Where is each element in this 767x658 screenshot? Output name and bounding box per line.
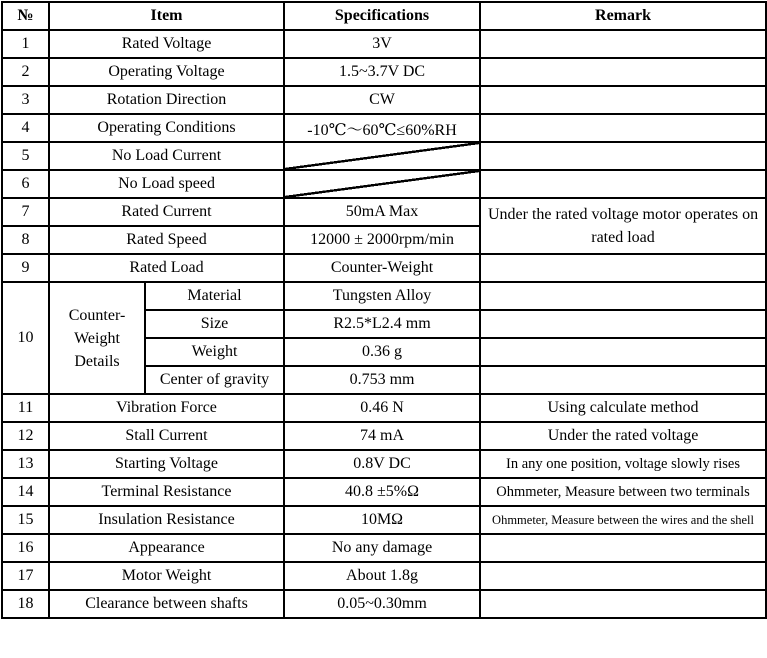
item-cell: Terminal Resistance (49, 478, 284, 506)
remark-cell: Using calculate method (480, 394, 766, 422)
row-number: 12 (2, 422, 49, 450)
table-row (2, 478, 766, 506)
row-number: 18 (2, 590, 49, 618)
item-cell: Rotation Direction (49, 86, 284, 114)
row-number: 4 (2, 114, 49, 142)
remark-cell: In any one position, voltage slowly rises (480, 450, 766, 478)
row-number: 15 (2, 506, 49, 534)
item-cell: Rated Load (49, 254, 284, 282)
header-no: № (2, 2, 49, 30)
remark-cell-merged: Under the rated voltage motor operates on rated load (480, 198, 766, 254)
counterweight-sub-label: Center of gravity (145, 366, 284, 394)
remark-cell (480, 86, 766, 114)
spec-cell: About 1.8g (284, 562, 480, 590)
item-cell: Rated Voltage (49, 30, 284, 58)
counterweight-sub-label: Weight (145, 338, 284, 366)
table-row (2, 590, 766, 618)
remark-cell: Under the rated voltage (480, 422, 766, 450)
item-cell: Appearance (49, 534, 284, 562)
remark-cell (480, 30, 766, 58)
header-specifications: Specifications (284, 2, 480, 30)
spec-cell: 0.46 N (284, 394, 480, 422)
remark-cell (480, 114, 766, 142)
spec-cell: 0.753 mm (284, 366, 480, 394)
header-remark: Remark (480, 2, 766, 30)
spec-cell: -10℃～60℃≤60%RH (284, 114, 480, 142)
item-cell: Operating Conditions (49, 114, 284, 142)
spec-cell: 3V (284, 30, 480, 58)
row-number: 8 (2, 226, 49, 254)
spec-cell: 12000 ± 2000rpm/min (284, 226, 480, 254)
remark-cell (480, 282, 766, 310)
remark-cell (480, 366, 766, 394)
remark-cell (480, 58, 766, 86)
remark-cell (480, 170, 766, 198)
spec-cell: 1.5~3.7V DC (284, 58, 480, 86)
table-row (2, 30, 766, 58)
spec-cell: Tungsten Alloy (284, 282, 480, 310)
item-cell: Starting Voltage (49, 450, 284, 478)
spec-cell: 74 mA (284, 422, 480, 450)
spec-cell: 0.05~0.30mm (284, 590, 480, 618)
spec-cell: 10MΩ (284, 506, 480, 534)
remark-cell: Ohmmeter, Measure between two terminals (480, 478, 766, 506)
row-number: 5 (2, 142, 49, 170)
spec-cell: 0.36 g (284, 338, 480, 366)
spec-cell-struck (284, 142, 480, 170)
counterweight-group-label: Counter-Weight Details (49, 282, 145, 394)
spec-cell: 40.8 ±5%Ω (284, 478, 480, 506)
item-cell: Rated Current (49, 198, 284, 226)
row-number: 11 (2, 394, 49, 422)
header-item: Item (49, 2, 284, 30)
remark-cell (480, 562, 766, 590)
row-number: 13 (2, 450, 49, 478)
row-number: 6 (2, 170, 49, 198)
table-row (2, 534, 766, 562)
item-cell: No Load Current (49, 142, 284, 170)
table-row (2, 254, 766, 282)
table-row (2, 142, 766, 170)
table-row (2, 198, 766, 226)
table-row (2, 170, 766, 198)
item-cell: Motor Weight (49, 562, 284, 590)
remark-cell (480, 534, 766, 562)
spec-cell-struck (284, 170, 480, 198)
counterweight-sub-label: Size (145, 310, 284, 338)
table-row (2, 506, 766, 534)
counterweight-sub-label: Material (145, 282, 284, 310)
header-row (2, 2, 766, 30)
spec-cell: R2.5*L2.4 mm (284, 310, 480, 338)
table-row (2, 58, 766, 86)
item-cell: Vibration Force (49, 394, 284, 422)
spec-cell: 50mA Max (284, 198, 480, 226)
row-number: 17 (2, 562, 49, 590)
spec-cell: CW (284, 86, 480, 114)
remark-cell: Ohmmeter, Measure between the wires and the shell (480, 506, 766, 534)
spec-cell: No any damage (284, 534, 480, 562)
item-cell: Stall Current (49, 422, 284, 450)
table-row (2, 282, 766, 310)
item-cell: Insulation Resistance (49, 506, 284, 534)
spec-cell: 0.8V DC (284, 450, 480, 478)
row-number: 7 (2, 198, 49, 226)
remark-cell (480, 338, 766, 366)
table-row (2, 422, 766, 450)
remark-cell (480, 254, 766, 282)
row-number: 1 (2, 30, 49, 58)
table-row (2, 394, 766, 422)
row-number: 16 (2, 534, 49, 562)
remark-cell (480, 590, 766, 618)
row-number: 10 (2, 282, 49, 394)
item-cell: Clearance between shafts (49, 590, 284, 618)
table-row (2, 114, 766, 142)
spec-cell: Counter-Weight (284, 254, 480, 282)
item-cell: No Load speed (49, 170, 284, 198)
remark-cell (480, 310, 766, 338)
row-number: 3 (2, 86, 49, 114)
remark-cell (480, 142, 766, 170)
specification-table (1, 1, 767, 619)
item-cell: Operating Voltage (49, 58, 284, 86)
table-row (2, 450, 766, 478)
item-cell: Rated Speed (49, 226, 284, 254)
row-number: 2 (2, 58, 49, 86)
table-row (2, 562, 766, 590)
row-number: 9 (2, 254, 49, 282)
table-row (2, 86, 766, 114)
row-number: 14 (2, 478, 49, 506)
